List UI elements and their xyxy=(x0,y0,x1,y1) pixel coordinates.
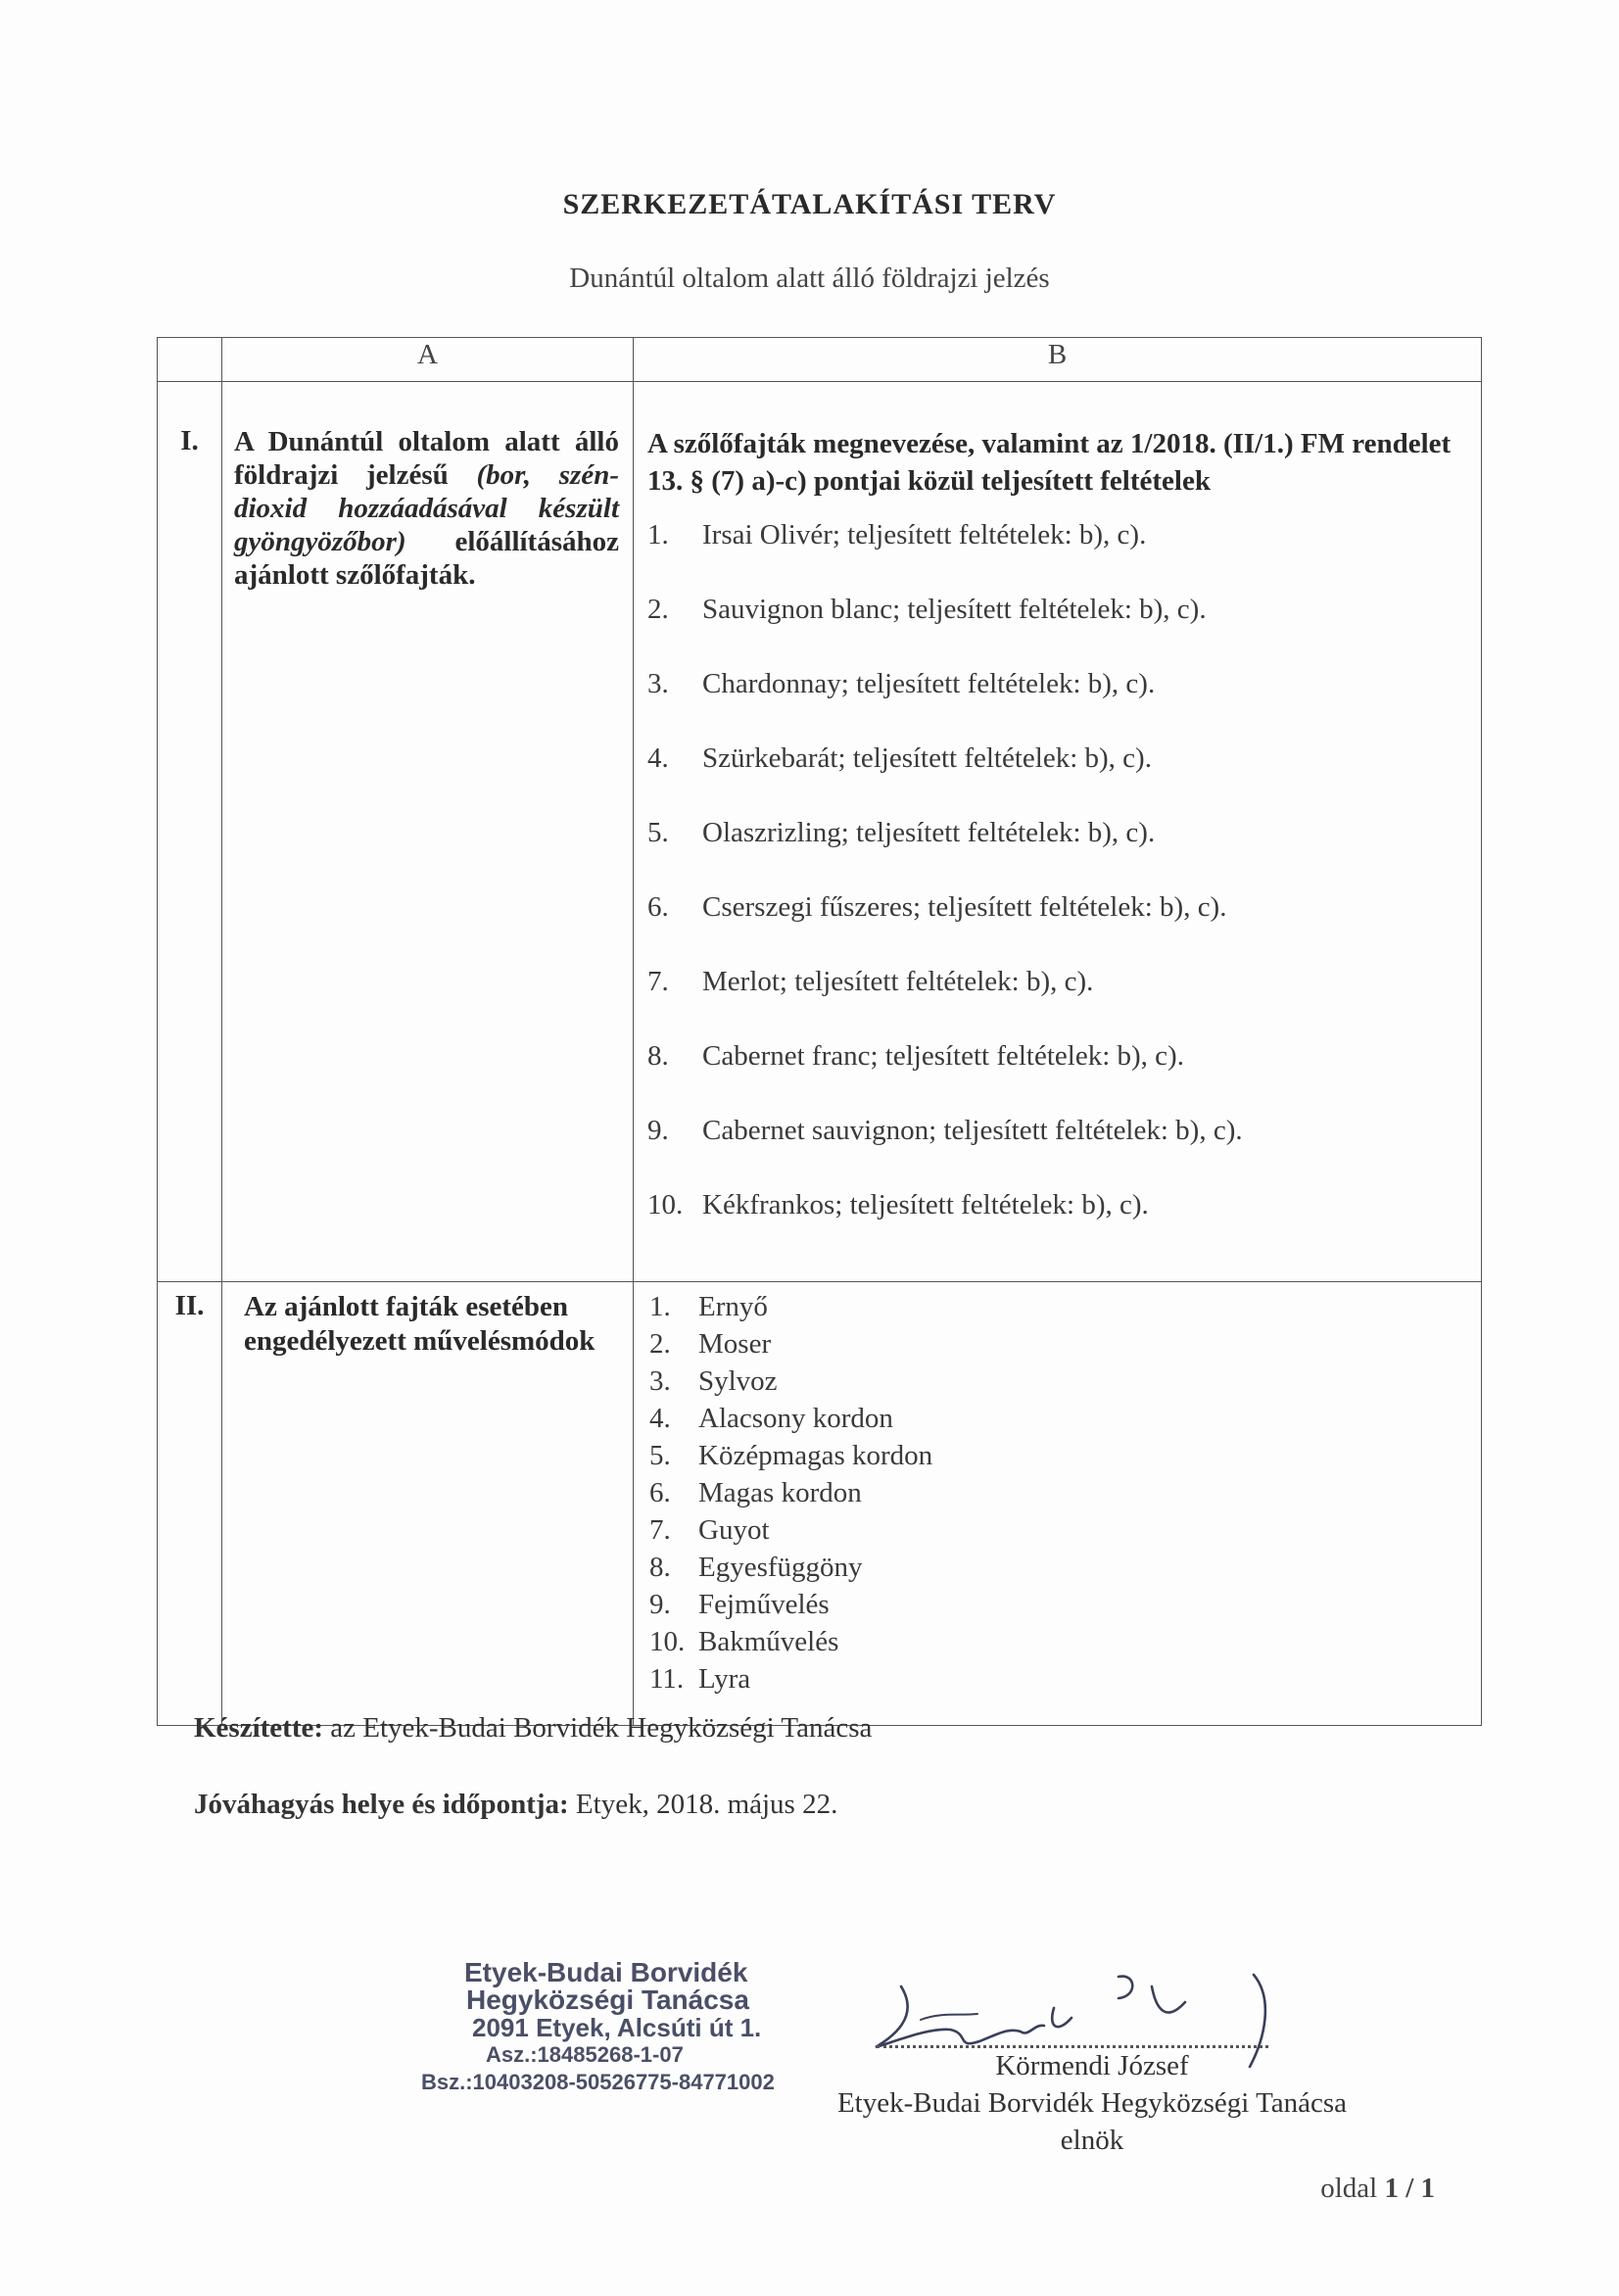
item-number: 10. xyxy=(649,1626,686,1657)
row-number-1: I. xyxy=(158,382,222,1282)
document-title: SZERKEZETÁTALAKÍTÁSI TERV xyxy=(562,188,1057,220)
item-number: 3. xyxy=(647,668,669,699)
signer-role: elnök xyxy=(1060,2125,1124,2156)
list-item xyxy=(647,1038,1471,1113)
approval-value: Etyek, 2018. május 22. xyxy=(568,1789,838,1820)
item-text: Szürkebarát; teljesített feltételek: b), c). xyxy=(702,742,1152,774)
table-header-row xyxy=(158,338,1482,382)
list-item xyxy=(647,1113,1471,1187)
list-item xyxy=(647,666,1471,741)
list-item xyxy=(647,889,1471,964)
item-text: Bakművelés xyxy=(698,1626,839,1657)
stamp-line-3: 2091 Etyek, Alcsúti út 1. xyxy=(472,2013,762,2042)
item-number: 7. xyxy=(647,966,669,997)
header-b: B xyxy=(634,338,1482,382)
item-number: 8. xyxy=(649,1552,671,1583)
row1-description xyxy=(222,382,634,1282)
list-item xyxy=(649,1363,1471,1400)
item-number: 9. xyxy=(647,1115,669,1146)
table-row xyxy=(158,382,1482,1282)
item-text: Sylvoz xyxy=(698,1365,778,1397)
row1-varieties-cell xyxy=(634,382,1482,1282)
item-number: 1. xyxy=(647,519,669,550)
varieties-heading: A szőlőfajták megnevezése, valamint az 1/2018. (II/1.) FM rendelet 13. § (7) a)-c) pontjai közül teljesített feltételek xyxy=(647,428,1452,497)
list-item xyxy=(647,964,1471,1038)
header-a: A xyxy=(222,338,634,382)
stamp-line-2: Hegyközségi Tanácsa xyxy=(466,1985,749,2015)
row2-methods-cell xyxy=(634,1282,1482,1726)
list-item xyxy=(647,1187,1471,1262)
item-text: Cabernet sauvignon; teljesített feltételek: b), c). xyxy=(702,1115,1243,1146)
variety-list xyxy=(647,517,1471,1262)
list-item xyxy=(647,815,1471,889)
stamp-line-5: Bsz.:10403208-50526775-84771002 xyxy=(421,2070,775,2094)
item-number: 11. xyxy=(649,1663,685,1695)
signer-block xyxy=(774,2002,1410,2159)
list-item xyxy=(649,1288,1471,1325)
item-text: Sauvignon blanc; teljesített feltételek: b), c). xyxy=(702,594,1207,625)
approval-label: Jóváhagyás helye és időpontja: xyxy=(194,1789,569,1820)
item-text: Kékfrankos; teljesített feltételek: b), c). xyxy=(702,1189,1149,1220)
item-text: Merlot; teljesített feltételek: b), c). xyxy=(702,966,1094,997)
signer-organization: Etyek-Budai Borvidék Hegyközségi Tanácsa xyxy=(836,2087,1348,2119)
list-item xyxy=(649,1474,1471,1511)
item-text: Magas kordon xyxy=(698,1477,862,1508)
list-item xyxy=(649,1437,1471,1474)
list-item xyxy=(649,1623,1471,1660)
row-number-2: II. xyxy=(158,1282,222,1726)
item-text: Fejművelés xyxy=(698,1589,830,1620)
signer-name: Körmendi József xyxy=(995,2050,1189,2081)
item-number: 5. xyxy=(649,1440,671,1471)
item-text: Guyot xyxy=(698,1514,770,1546)
list-item xyxy=(647,517,1471,592)
item-text: Irsai Olivér; teljesített feltételek: b), c). xyxy=(702,519,1147,550)
list-item xyxy=(649,1325,1471,1363)
item-text: Moser xyxy=(698,1328,772,1360)
item-number: 1. xyxy=(649,1291,671,1322)
list-item xyxy=(649,1586,1471,1623)
item-text: Cserszegi fűszeres; teljesített feltételek: b), c). xyxy=(702,891,1227,923)
row1-desc-part3: előállításához ajánlott szőlőfajták. xyxy=(234,526,619,591)
item-number: 7. xyxy=(649,1514,671,1546)
list-item xyxy=(649,1400,1471,1437)
item-text: Cabernet franc; teljesített feltételek: b), c). xyxy=(702,1040,1184,1072)
row2-description: Az ajánlott fajták esetében engedélyezett művelésmódok xyxy=(222,1282,634,1726)
stamp-line-1: Etyek-Budai Borvidék xyxy=(464,1957,748,1987)
list-item xyxy=(649,1511,1471,1549)
page-number xyxy=(1320,2173,1435,2205)
document-subtitle: Dunántúl oltalom alatt álló földrajzi jelzés xyxy=(569,263,1050,294)
item-text: Egyesfüggöny xyxy=(698,1552,863,1583)
row1-desc-part1: A Dunántúl oltalom alatt álló földrajzi jelzésű xyxy=(234,426,619,491)
item-number: 9. xyxy=(649,1589,671,1620)
item-number: 3. xyxy=(649,1365,671,1397)
item-number: 10. xyxy=(647,1189,684,1220)
prepared-by-label: Készítette: xyxy=(194,1712,324,1744)
table-row xyxy=(158,1282,1482,1726)
approval-line xyxy=(194,1789,837,1821)
list-item xyxy=(647,741,1471,815)
item-number: 6. xyxy=(649,1477,671,1508)
list-item xyxy=(647,592,1471,666)
item-text: Ernyő xyxy=(698,1291,768,1322)
stamp-line-4: Asz.:18485268-1-07 xyxy=(486,2042,684,2067)
item-number: 5. xyxy=(647,817,669,848)
item-number: 4. xyxy=(649,1403,671,1434)
page-number-value: 1 / 1 xyxy=(1384,2173,1435,2204)
page-number-label: oldal xyxy=(1320,2173,1385,2204)
item-text: Lyra xyxy=(698,1663,751,1695)
list-item xyxy=(649,1660,1471,1698)
item-number: 2. xyxy=(647,594,669,625)
row1-desc-italic: (bor, szén-dioxid hozzáadásával készült gyöngyözőbor) xyxy=(234,459,619,557)
item-number: 6. xyxy=(647,891,669,923)
item-number: 8. xyxy=(647,1040,669,1072)
plan-table xyxy=(157,337,1482,1726)
list-item xyxy=(649,1549,1471,1586)
item-text: Középmagas kordon xyxy=(698,1440,933,1471)
prepared-by-line xyxy=(194,1712,872,1745)
item-number: 4. xyxy=(647,742,669,774)
header-corner-cell xyxy=(158,338,222,382)
item-text: Chardonnay; teljesített feltételek: b), c). xyxy=(702,668,1156,699)
training-method-list xyxy=(649,1288,1471,1698)
item-text: Alacsony kordon xyxy=(698,1403,893,1434)
prepared-by-value: az Etyek-Budai Borvidék Hegyközségi Tanácsa xyxy=(323,1712,873,1744)
item-number: 2. xyxy=(649,1328,671,1360)
item-text: Olaszrizling; teljesített feltételek: b), c). xyxy=(702,817,1156,848)
